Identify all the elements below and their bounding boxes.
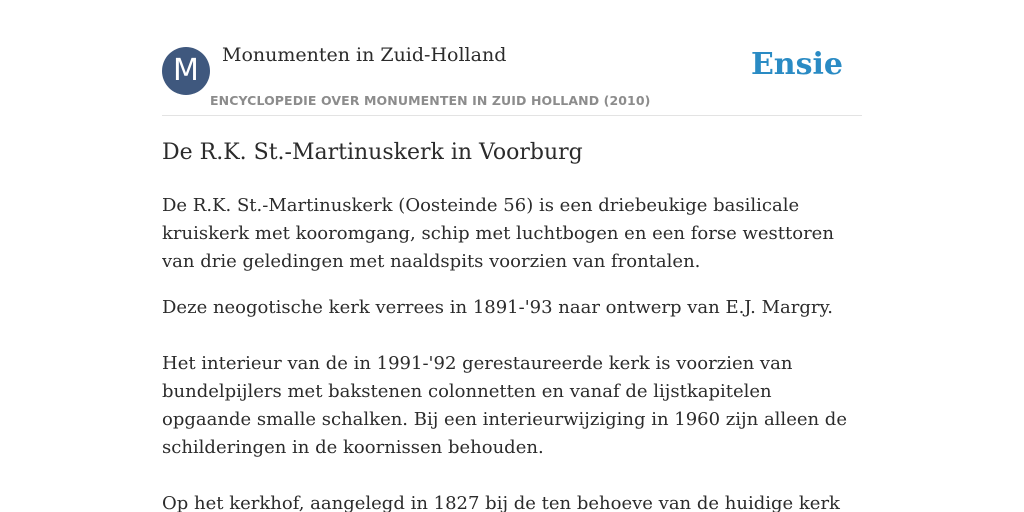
paragraph-spacer [162,480,862,490]
article-paragraph: Het interieur van de in 1991-'92 gerestaureerde kerk is voorzien van bundelpijlers met bakstenen colonnetten en vanaf de lijstkapitelen opgaande smalle schalken. Bij een interieurwijziging in 1960 zijn alleen de schilderingen in de koornissen behouden. [162,353,847,458]
site-title-link[interactable]: Monumenten in Zuid-Holland [222,44,507,66]
site-subtitle: ENCYCLOPEDIE OVER MONUMENTEN IN ZUID HOLLAND (2010) [210,93,651,108]
avatar[interactable]: M [162,47,210,95]
paragraph-spacer [162,340,862,350]
ensie-logo[interactable]: Ensie [750,47,843,82]
article-paragraph: De R.K. St.-Martinuskerk (Oosteinde 56) is een driebeukige basilicale kruiskerk met kooromgang, schip met luchtbogen en een forse westtoren van drie geledingen met naaldspits voorzien van frontalen. [162,195,834,272]
article-paragraph: Deze neogotische kerk verrees in 1891-'93 naar ontwerp van E.J. Margry. [162,297,833,318]
site-header [162,0,862,116]
article-paragraph: Op het kerkhof, aangelegd in 1827 bij de ten behoeve van de huidige kerk [162,493,840,512]
article-title: De R.K. St.-Martinuskerk in Voorburg [162,140,583,165]
article-body [162,192,862,512]
page [162,0,862,512]
